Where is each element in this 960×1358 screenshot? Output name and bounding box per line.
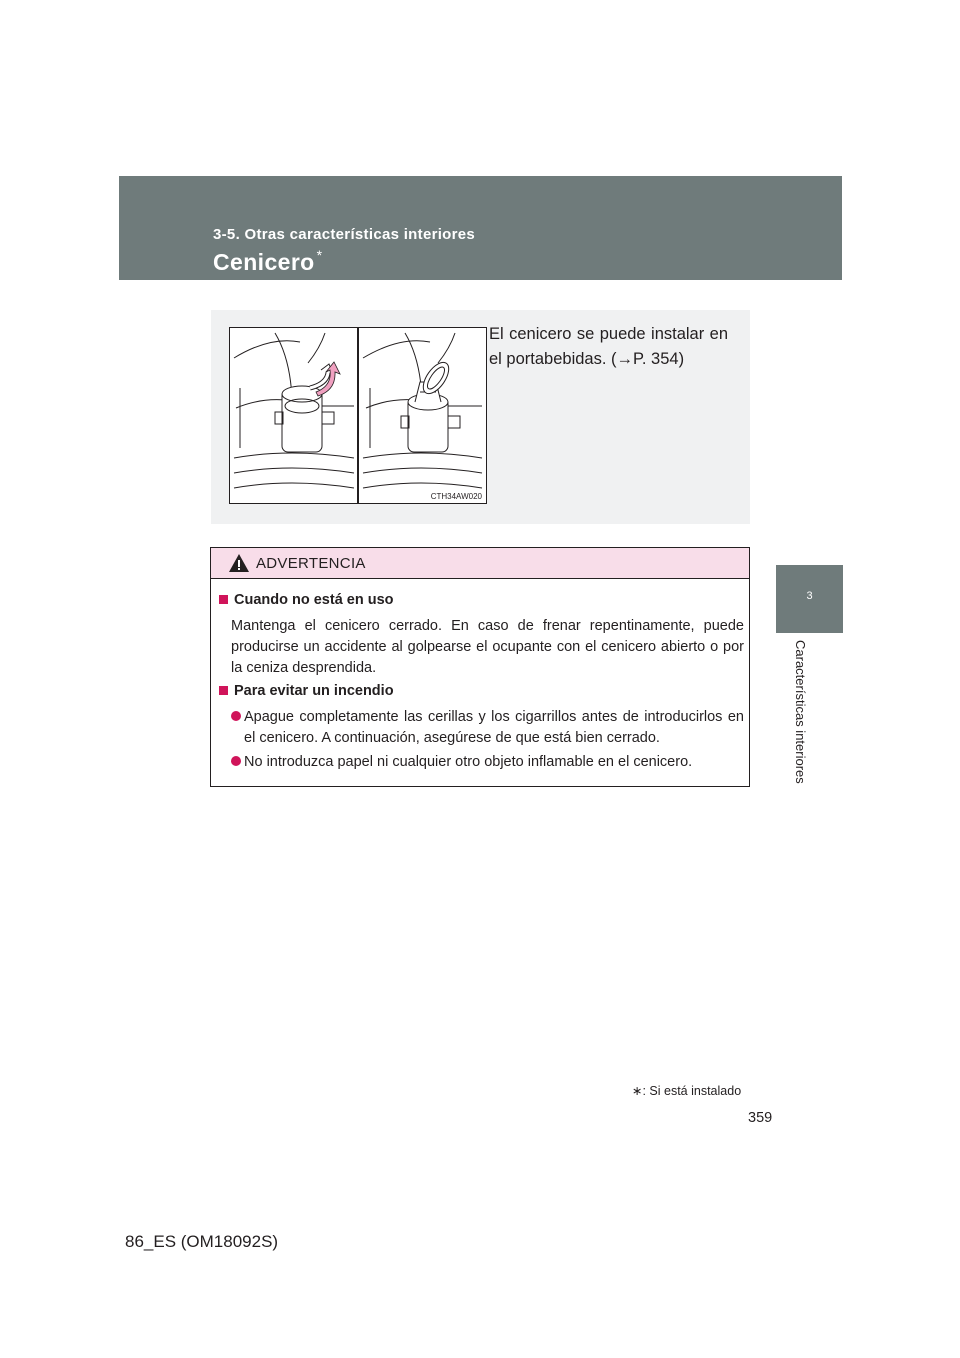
- chapter-number: 3: [806, 590, 813, 602]
- chapter-header: [119, 176, 842, 280]
- page-title: Cenicero *: [213, 247, 323, 275]
- warning-text-unused: Mantenga el cenicero cerrado. En caso de frenar repentinamente, puede producirse un accidente al golpearse el ocupante con el cenicero abierto o por la ceniza desprendida.: [231, 618, 744, 676]
- document-code: 86_ES (OM18092S): [125, 1232, 279, 1251]
- warning-heading-fire: Para evitar un incendio: [219, 681, 394, 702]
- warning-heading-unused: Cuando no está en uso: [219, 590, 394, 611]
- chapter-tab[interactable]: [776, 565, 843, 633]
- square-bullet-icon: [219, 595, 228, 604]
- illustration-panel: [211, 310, 750, 524]
- page-number: 359: [748, 1110, 773, 1126]
- ashtray-illustration: [229, 327, 487, 504]
- chapter-side-label: Características interiores: [793, 640, 808, 784]
- warning-box: [210, 547, 750, 787]
- illustration-description: El cenicero se puede instalar en el portabebidas. (→P. 354): [489, 325, 728, 368]
- round-bullet-icon: [231, 752, 241, 773]
- warning-header: [211, 548, 749, 579]
- warning-title: ADVERTENCIA: [256, 555, 366, 572]
- ashtray-cupholder-drawing: [230, 328, 486, 503]
- section-label: 3-5. Otras características interiores: [213, 226, 476, 243]
- optional-equipment-mark: *: [316, 247, 323, 263]
- illustration-code: CTH34AW020: [430, 492, 482, 501]
- warning-bullet-extinguish: Apague completamente las cerillas y los cigarrillos antes de introducirlos en el cenicero. A continuación, asegúrese de que está bien cerrado.: [244, 709, 744, 746]
- warning-triangle-icon: [228, 553, 250, 573]
- round-bullet-icon: [231, 707, 241, 728]
- square-bullet-icon: [219, 686, 228, 695]
- warning-bullet-flammable: No introduzca papel ni cualquier otro objeto inflamable en el cenicero.: [244, 754, 693, 770]
- footnote: ∗: Si está instalado: [632, 1084, 742, 1098]
